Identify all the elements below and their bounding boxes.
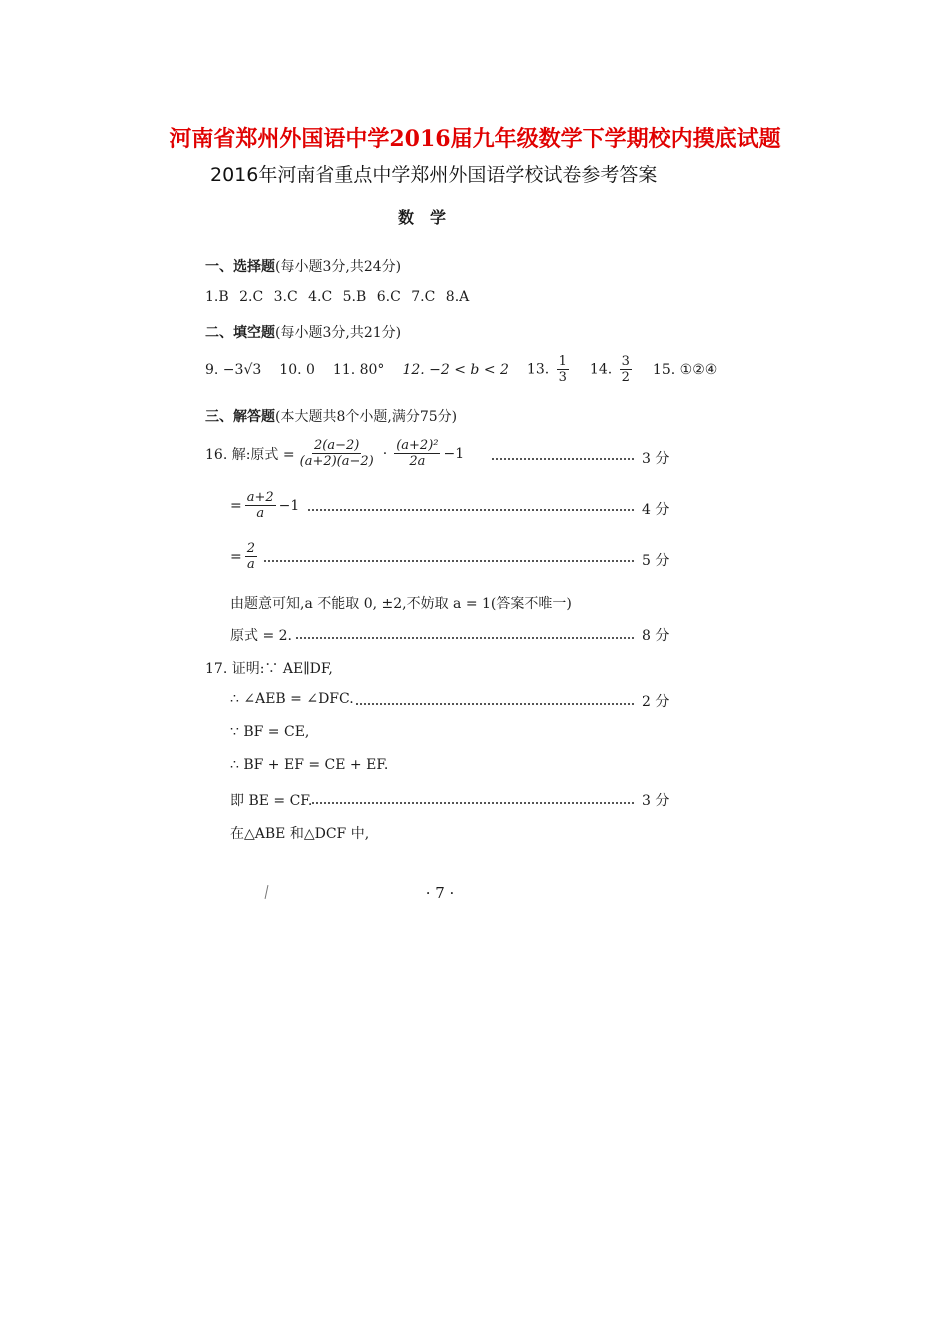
dot-leader: [308, 509, 634, 511]
dot-leader: [356, 703, 634, 705]
score: 8 分: [642, 628, 670, 644]
q17-lead: 17. 证明:∵ AE∥DF,: [205, 661, 333, 677]
q16-note: 由题意可知,a 不能取 0, ±2,不妨取 a = 1(答案不唯一): [230, 596, 572, 612]
answer-12: 12. −2 < b < 2: [402, 361, 509, 378]
section-3-heading: [205, 406, 457, 426]
dot-leader: [492, 458, 634, 460]
q16-result: 原式 = 2.: [230, 628, 292, 644]
section-2-note: (每小题3分,共21分): [275, 325, 402, 341]
score: 5 分: [642, 553, 670, 569]
choice-answers: 1.B 2.C 3.C 4.C 5.B 6.C 7.C 8.A: [205, 289, 470, 305]
fraction: $\frac{1}{3}$: [558, 354, 567, 385]
answer-11: 11. 80°: [332, 361, 385, 378]
fraction: $\frac{a+2}{a}$: [246, 490, 274, 521]
section-3-title: 三、解答题: [205, 409, 275, 425]
section-1-title: 一、选择题: [205, 259, 275, 275]
answer-13: 13. $\frac{1}{3}$: [526, 354, 567, 385]
red-title: 河南省郑州外国语中学2016届九年级数学下学期校内摸底试题: [169, 126, 781, 152]
q17-line5: 即 BE = CF.: [230, 793, 313, 809]
section-1-heading: [205, 256, 401, 276]
q16-step2: = $\frac{a+2}{a}$ −1: [230, 490, 300, 521]
q17-line2: ∴ ∠AEB = ∠DFC.: [230, 691, 354, 707]
q16-step1: 16. 解:原式 = $\frac{2(a-2)}{(a+2)(a-2)}$ · $\frac{\text{(a+2)²}}{2a}$ −1: [205, 438, 465, 469]
q17-line4: ∴ BF + EF = CE + EF.: [230, 757, 389, 773]
answer-10: 10. 0: [279, 361, 315, 378]
section-3-note: (本大题共8个小题,满分75分): [275, 409, 458, 425]
answer-15: 15. ①②④: [652, 361, 718, 378]
q17-line6: 在△ABE 和△DCF 中,: [230, 826, 370, 842]
q17-line3: ∵ BF = CE,: [230, 724, 310, 740]
fraction: $\frac{2(a-2)}{(a+2)(a-2)}$: [299, 438, 374, 469]
score: 2 分: [642, 694, 670, 710]
subject-heading: 数学: [397, 208, 462, 227]
dot-leader: [264, 560, 634, 562]
score: 3 分: [642, 793, 670, 809]
section-1-note: (每小题3分,共24分): [275, 259, 402, 275]
fraction: $\frac{2}{a}$: [246, 541, 256, 572]
fraction: $\frac{3}{2}$: [621, 354, 630, 385]
page-number: · 7 ·: [425, 884, 455, 902]
q16-step3: = $\frac{2}{a}$: [230, 541, 256, 572]
section-2-heading: [205, 322, 401, 342]
fill-answers: [205, 354, 717, 385]
dot-leader: [312, 802, 634, 804]
subtitle: 2016年河南省重点中学郑州外国语学校试卷参考答案: [210, 164, 658, 186]
section-2-title: 二、填空题: [205, 325, 275, 341]
answer-14: 14. $\frac{3}{2}$: [589, 354, 630, 385]
answer-9: 9. −3√3: [205, 361, 262, 378]
dot-leader: [296, 637, 634, 639]
score: 3 分: [642, 451, 670, 467]
fraction: $\frac{\text{(a+2)²}}{2a}$: [396, 438, 439, 469]
score: 4 分: [642, 502, 670, 518]
